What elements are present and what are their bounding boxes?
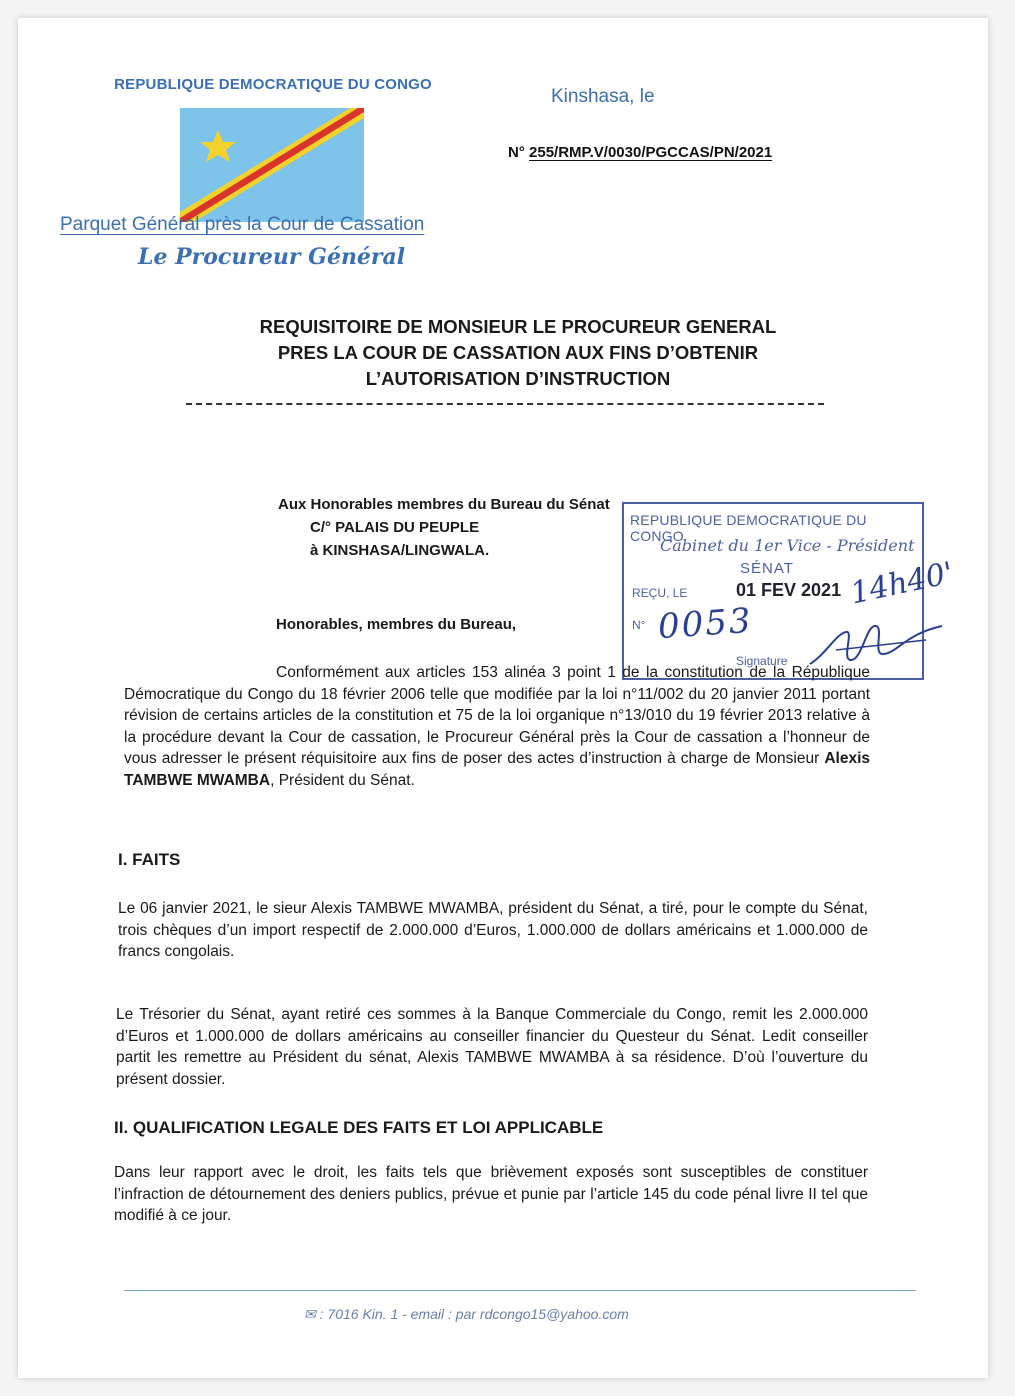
reference-value: 255/RMP.V/0030/PGCCAS/PN/2021 <box>529 144 773 161</box>
reference-prefix: N° <box>508 144 525 161</box>
letterhead-office-sub: Le Procureur Général <box>138 244 406 270</box>
stamp-cabinet: Cabinet du 1er Vice - Président <box>660 536 915 555</box>
title-line-2: PRES LA COUR DE CASSATION AUX FINS D’OBTENIR <box>277 342 759 363</box>
faits-paragraph-1: Le 06 janvier 2021, le sieur Alexis TAMBWE MWAMBA, président du Sénat, a tiré, pour le compte du Sénat, trois chèques d’un import respectif de 2.000.000 d’Euros, 1.000.000 de dollars américains et 1.000.000 de francs congolais. <box>118 900 868 960</box>
stamp-senat: SÉNAT <box>740 560 794 577</box>
title-line-3: L’AUTORISATION D’INSTRUCTION <box>365 368 671 389</box>
letterhead-country: REPUBLIQUE DEMOCRATIQUE DU CONGO <box>114 76 432 93</box>
stamp-received-date: 01 FEV 2021 <box>736 580 842 600</box>
intro-paragraph <box>124 662 870 791</box>
footer-text: : 7016 Kin. 1 - email : par rdcongo15@yahoo.com <box>319 1306 629 1322</box>
drc-flag-graphic <box>180 108 364 222</box>
faits-paragraph-2: Le Trésorier du Sénat, ayant retiré ces sommes à la Banque Commerciale du Congo, remit les 2.000.000 d’Euros et 1.000.000 de dollars américains au conseiller financier du Questeur du Sénat. Ledit conseiller partit les remettre au Président du sénat, Alexis TAMBWE MWAMBA à sa résidence. D’où l’ouverture du présent dossier. <box>116 1006 868 1088</box>
reference-number <box>508 144 772 161</box>
handwritten-time: 14h40' <box>847 555 957 612</box>
document-page <box>18 18 988 1378</box>
handwritten-number: 0053 <box>656 600 754 648</box>
footer-divider <box>124 1290 916 1291</box>
intro-tail: , Président du Sénat. <box>270 771 415 789</box>
stamp-received-label: REÇU, LE <box>632 586 688 600</box>
title-divider <box>186 403 824 405</box>
address-line-3: à KINSHASA/LINGWALA. <box>310 542 490 559</box>
section-heading-qualification: II. QUALIFICATION LEGALE DES FAITS ET LOI APPLICABLE <box>114 1118 604 1137</box>
section-heading-faits: I. FAITS <box>118 850 181 869</box>
drc-flag <box>180 108 364 222</box>
intro-text: Conformément aux articles 153 alinéa 3 point 1 de la constitution de la République Démocratique du Congo du 18 février 2006 telle que modifiée par la loi n°11/002 du 20 janvier 2011 portant révision de certains articles de la constitution et 75 de la loi organique n°13/010 du 19 février 2013 relative à la procédure devant la Cour de cassation, le Procureur Général près la Cour de cassation a l’honneur de vous adresser le présent réquisitoire aux fins de poser des actes d’instruction à charge de Monsieur <box>124 664 870 767</box>
qualification-paragraph: Dans leur rapport avec le droit, les faits tels que brièvement exposés sont susceptibles de constituer l’infraction de détournement des deniers publics, prévue et punie par l’article 145 du code pénal livre II tel que modifié à ce jour. <box>114 1164 868 1224</box>
document-title <box>198 314 838 392</box>
stamp-signature-label: Signature <box>736 654 788 668</box>
stamp-country: REPUBLIQUE DEMOCRATIQUE DU CONGO <box>630 512 867 544</box>
stamp-number-label: N° <box>632 618 646 632</box>
salutation: Honorables, membres du Bureau, <box>276 616 517 633</box>
footer-contact <box>304 1306 629 1323</box>
title-line-1: REQUISITOIRE DE MONSIEUR LE PROCUREUR GENERAL <box>259 316 777 337</box>
city-date: Kinshasa, le <box>551 86 655 107</box>
address-line-2: C/° PALAIS DU PEUPLE <box>310 519 480 536</box>
address-line-1: Aux Honorables membres du Bureau du Sénat <box>278 496 610 513</box>
intro-name: Alexis TAMBWE MWAMBA <box>124 750 870 789</box>
letterhead-office: Parquet Général près la Cour de Cassation <box>60 214 425 235</box>
envelope-icon: ✉ <box>304 1306 316 1322</box>
